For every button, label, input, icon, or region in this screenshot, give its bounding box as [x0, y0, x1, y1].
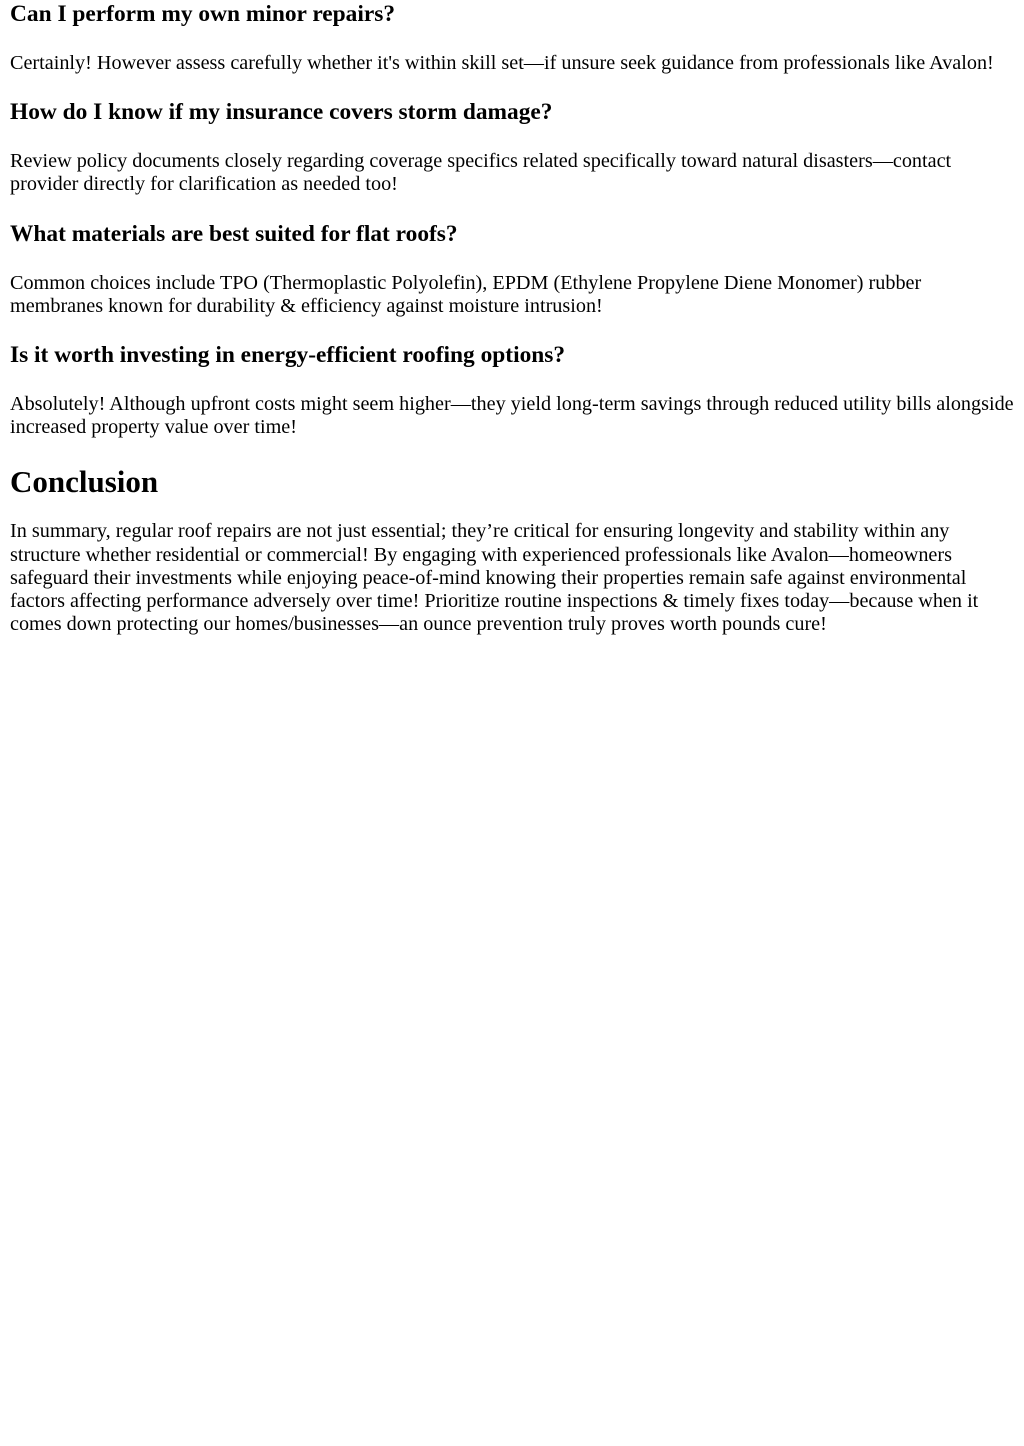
- faq-answer-3: Common choices include TPO (Thermoplastic Polyolefin), EPDM (Ethylene Propylene Diene Monomer) rubber membranes known for durability & efficiency against moisture intrusion!: [10, 271, 922, 317]
- faq-answer-1: Certainly! However assess carefully whether it's within skill set—if unsure seek guidance from professionals like Avalon!: [10, 52, 994, 74]
- faq-question-1: Can I perform my own minor repairs?: [10, 1, 396, 27]
- conclusion-heading: Conclusion: [10, 464, 159, 500]
- faq-question-4: Is it worth investing in energy-efficient roofing options?: [10, 342, 566, 369]
- faq-question-2: How do I know if my insurance covers storm damage?: [10, 99, 553, 126]
- article-body: [0, 0, 1024, 636]
- conclusion-paragraph: In summary, regular roof repairs are not just essential; they’re critical for ensuring longevity and stability within any structure whether residential or commercial! By engaging with experienced professionals like Avalon—homeowners safeguard their investments while enjoying peace-of-mind knowing their properties remain safe against environmental factors affecting performance adversely over time! Prioritize routine inspections & timely fixes today—because when it comes down protecting our homes/businesses—an ounce prevention truly proves worth pounds cure!: [10, 520, 979, 636]
- faq-question-3: What materials are best suited for flat roofs?: [10, 220, 458, 247]
- faq-answer-4: Absolutely! Although upfront costs might seem higher—they yield long-term savings through reduced utility bills alongside increased property value over time!: [10, 393, 1014, 439]
- faq-answer-2: Review policy documents closely regarding coverage specifics related specifically toward natural disasters—contact provider directly for clarification as needed too!: [10, 150, 952, 196]
